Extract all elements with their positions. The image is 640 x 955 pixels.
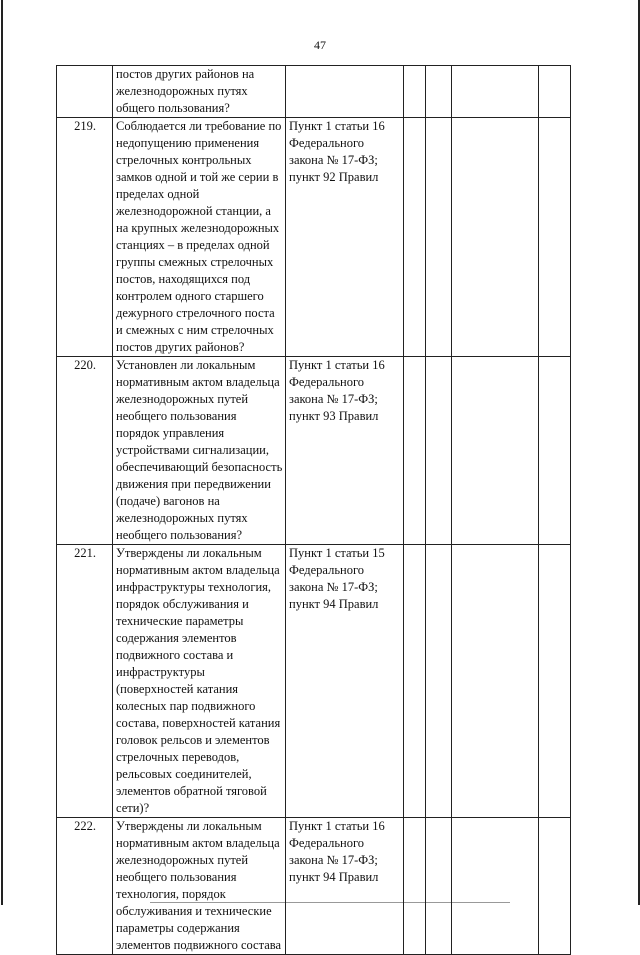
- table-row: [57, 818, 571, 955]
- answer-cell: [539, 66, 571, 118]
- answer-cell: [404, 357, 426, 545]
- answer-cell: [426, 118, 452, 357]
- table-row: [57, 66, 571, 118]
- answer-cell: [539, 818, 571, 955]
- answer-cell: [539, 118, 571, 357]
- answer-cell: [452, 545, 539, 818]
- item-number: 220.: [57, 357, 113, 545]
- question-text: Установлен ли локальным нормативным актом владельца железнодорожных путей необщего пользования порядок управления устройствами сигнализации, обеспечивающий безопасность движения при передвижении (подаче) вагонов на железнодорожных путях необщего пользования?: [113, 357, 286, 545]
- item-number: 222.: [57, 818, 113, 955]
- answer-cell: [452, 818, 539, 955]
- answer-cell: [426, 357, 452, 545]
- legal-reference: [286, 66, 404, 118]
- item-number: 221.: [57, 545, 113, 818]
- question-text: Соблюдается ли требование по недопущению применения стрелочных контрольных замков одной и той же серии в пределах одной железнодорожной станции, а на крупных железнодорожных станциях – в пределах одной группы смежных стрелочных постов, находящихся под контролем одного старшего дежурного стрелочного поста и смежных с ним стрелочных постов других районов?: [113, 118, 286, 357]
- answer-cell: [404, 66, 426, 118]
- legal-reference: Пункт 1 статьи 16 Федерального закона № 17-ФЗ; пункт 93 Правил: [286, 357, 404, 545]
- answer-cell: [426, 545, 452, 818]
- answer-cell: [426, 66, 452, 118]
- answer-cell: [539, 357, 571, 545]
- page-number: 47: [314, 38, 326, 52]
- answer-cell: [404, 818, 426, 955]
- answer-cell: [452, 357, 539, 545]
- answer-cell: [452, 66, 539, 118]
- answer-cell: [426, 818, 452, 955]
- checklist-table: [56, 65, 571, 955]
- table-row: [57, 118, 571, 357]
- item-number: [57, 66, 113, 118]
- legal-reference: Пункт 1 статьи 16 Федерального закона № 17-ФЗ; пункт 92 Правил: [286, 118, 404, 357]
- question-text: Утверждены ли локальным нормативным актом владельца железнодорожных путей необщего пользования технология, порядок обслуживания и технические параметры содержания элементов подвижного состава: [113, 818, 286, 955]
- scan-border-left: [1, 0, 3, 905]
- item-number: 219.: [57, 118, 113, 357]
- question-text: Утверждены ли локальным нормативным актом владельца инфраструктуры технология, порядок обслуживания и технические параметры содержания элементов подвижного состава и инфраструктуры (поверхностей катания колесных пар подвижного состава, поверхностей катания головок рельсов и элементов стрелочных переводов, рельсовых соединителей, элементов обратной тяговой сети)?: [113, 545, 286, 818]
- question-text: постов других районов на железнодорожных путях общего пользования?: [113, 66, 286, 118]
- answer-cell: [404, 118, 426, 357]
- answer-cell: [404, 545, 426, 818]
- answer-cell: [452, 118, 539, 357]
- answer-cell: [539, 545, 571, 818]
- table-row: [57, 545, 571, 818]
- table-row: [57, 357, 571, 545]
- legal-reference: Пункт 1 статьи 16 Федерального закона № 17-ФЗ; пункт 94 Правил: [286, 818, 404, 955]
- legal-reference: Пункт 1 статьи 15 Федерального закона № 17-ФЗ; пункт 94 Правил: [286, 545, 404, 818]
